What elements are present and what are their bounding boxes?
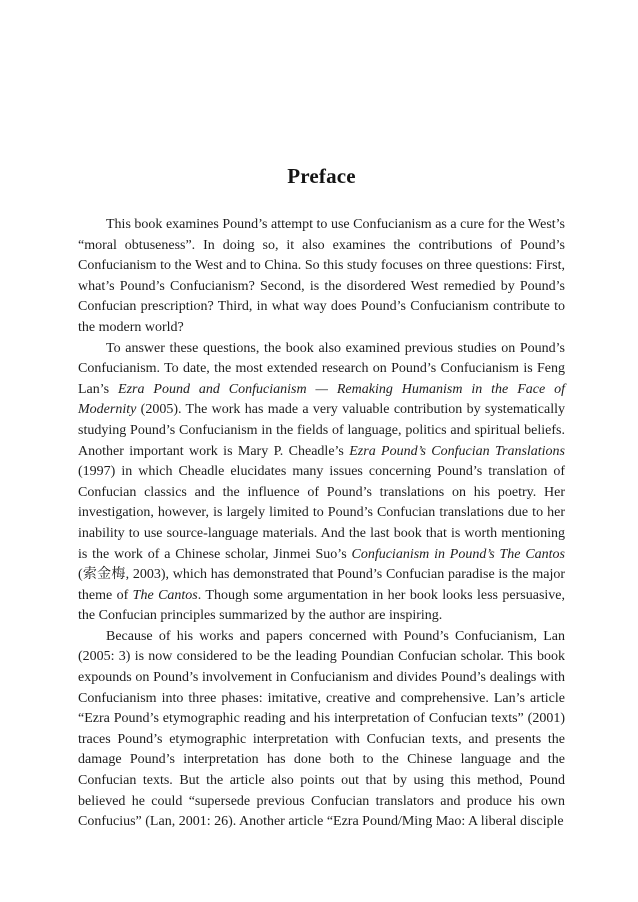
italic-text-segment: Confucianism in Pound’s The Cantos [351, 546, 566, 562]
paragraph [78, 627, 565, 833]
paragraph [78, 215, 565, 339]
italic-text-segment: The Cantos [132, 587, 198, 603]
text-segment: (索金梅, 2003), which has demonstrated that Pound’s Confucian paradise is the major theme of [78, 567, 565, 603]
text-segment: (2005). The work has made a very valuable contribution by systematically studying Pound’s Confucianism in the fields of language, politics and spiritual beliefs. Another important work is Mary P. Cheadle’s [78, 402, 565, 459]
text-segment: To answer these questions, the book also examined previous studies on Pound’s Confucianism. To date, the most extended research on Pound’s Confucianism is Feng Lan’s [78, 340, 565, 397]
document-body [78, 215, 565, 833]
italic-text-segment: Ezra Pound’s Confucian Translations [349, 443, 566, 459]
paragraph [78, 339, 565, 627]
italic-text-segment: Ezra Pound and Confucianism — Remaking Humanism in the Face of Modernity [78, 381, 565, 418]
text-segment: Because of his works and papers concerned with Pound’s Confucianism, Lan (2005: 3) is now considered to be the leading Poundian Confucian scholar. This book expounds on Pound’s involvement in Confucianism and divides Pound’s dealings with Confucianism into three phases: imitative, creative and comprehensive. Lan’s article “Ezra Pound’s etymographic reading and his interpretation of Confucian texts” (2001) traces Pound’s etymographic interpretation with Confucian texts, and presents the damage Pound’s interpretation has done both to the Chinese language and the Confucian texts. But the article also points out that by using this method, Pound believed he could “supersede previous Confucian translators and produce his own Confucius” (Lan, 2001: 26). Another article “Ezra Pound/Ming Mao: A liberal disciple [78, 628, 565, 830]
page-title: Preface [287, 164, 356, 188]
text-segment: This book examines Pound’s attempt to use Confucianism as a cure for the West’s “moral obtuseness”. In doing so, it also examines the contributions of Pound’s Confucianism to the West and to China. So this study focuses on three questions: First, what’s Pound’s Confucianism? Second, is the disordered West remedied by Pound’s Confucian prescription? Third, in what way does Pound’s Confucianism contribute to the modern world? [78, 217, 565, 335]
text-segment: . Though some argumentation in her book looks less persuasive, the Confucian principles summarized by the author are inspiring. [78, 587, 565, 624]
text-segment: (1997) in which Cheadle elucidates many issues concerning Pound’s translation of Confucian classics and the influence of Pound’s translations on his poetry. Her investigation, however, is largely limited to Pound’s Confucian translations due to her inability to use source-language materials. And the last book that is worth mentioning is the work of a Chinese scholar, Jinmei Suo’s [78, 464, 565, 562]
